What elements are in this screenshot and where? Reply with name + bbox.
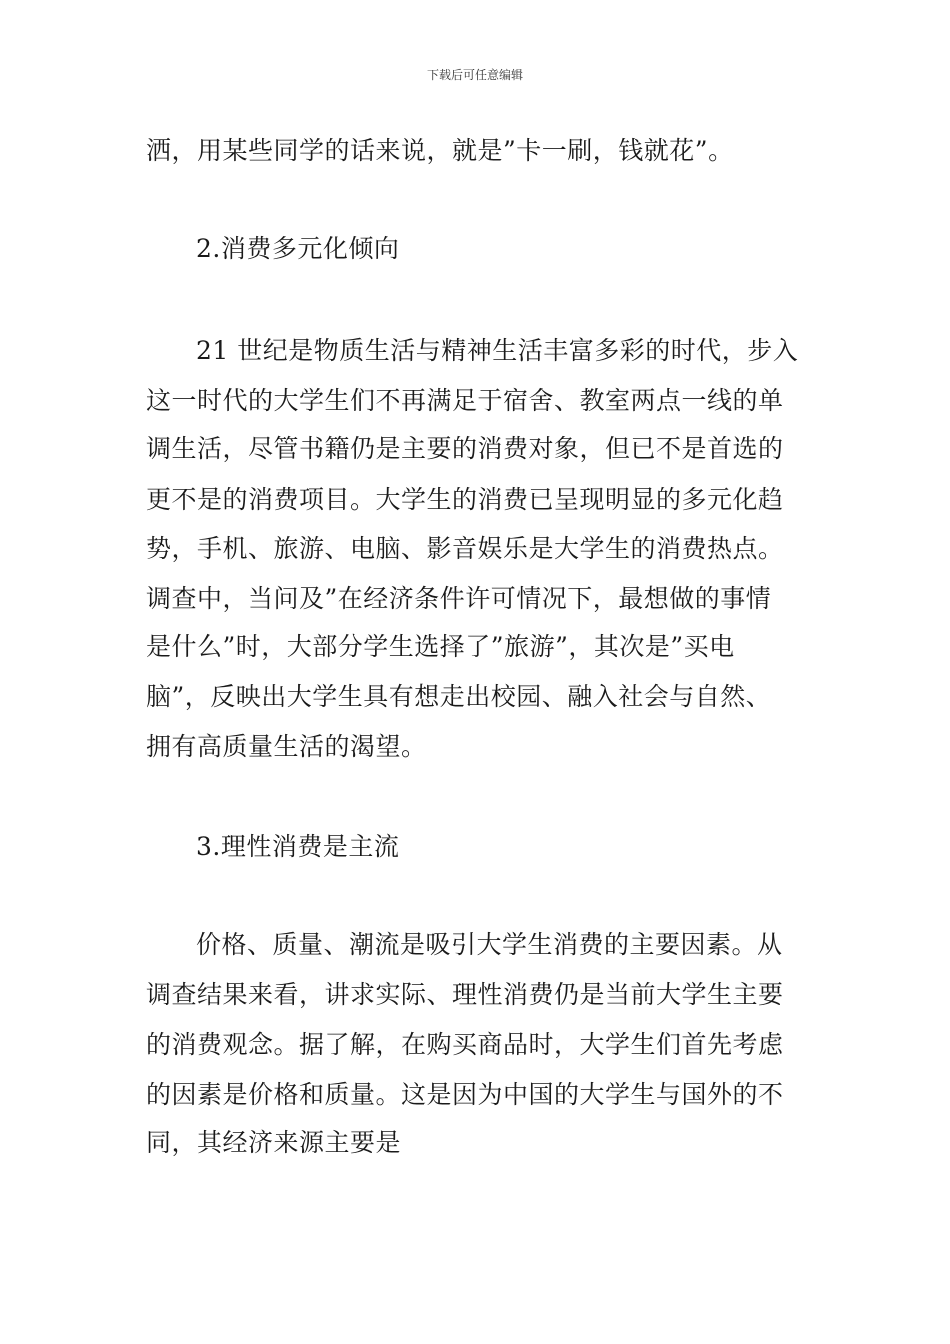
paragraph-line: 洒，用某些同学的话来说，就是”卡一刷，钱就花”。 <box>146 136 734 165</box>
paragraph-line: 调生活，尽管书籍仍是主要的消费对象，但已不是首选的 <box>146 434 784 463</box>
paragraph-line: 更不是的消费项目。大学生的消费已呈现明显的多元化趋 <box>146 485 784 514</box>
paragraph-line: 价格、质量、潮流是吸引大学生消费的主要因素。从 <box>196 930 783 959</box>
paragraph-line: 是什么”时，大部分学生选择了”旅游”，其次是”买电 <box>146 632 735 661</box>
paragraph-line: 调查结果来看，讲求实际、理性消费仍是当前大学生主要 <box>146 980 784 1009</box>
paragraph-line: 21 世纪是物质生活与精神生活丰富多彩的时代，步入 <box>196 336 799 365</box>
page-header-note: 下载后可任意编辑 <box>426 68 523 82</box>
paragraph-line: 调查中，当问及”在经济条件许可情况下，最想做的事情 <box>146 584 772 613</box>
paragraph-line: 脑”，反映出大学生具有想走出校园、融入社会与自然、 <box>146 682 772 711</box>
section-heading: 3.理性消费是主流 <box>196 832 400 861</box>
section-heading: 2.消费多元化倾向 <box>196 234 400 263</box>
paragraph-line: 的因素是价格和质量。这是因为中国的大学生与国外的不 <box>146 1080 784 1109</box>
paragraph-line: 势，手机、旅游、电脑、影音娱乐是大学生的消费热点。 <box>146 534 784 563</box>
paragraph-line: 拥有高质量生活的渴望。 <box>146 732 427 761</box>
paragraph-line: 这一时代的大学生们不再满足于宿舍、教室两点一线的单 <box>146 386 784 415</box>
paragraph-line: 的消费观念。据了解，在购买商品时，大学生们首先考虑 <box>146 1030 784 1059</box>
paragraph-line: 同，其经济来源主要是 <box>146 1128 402 1157</box>
